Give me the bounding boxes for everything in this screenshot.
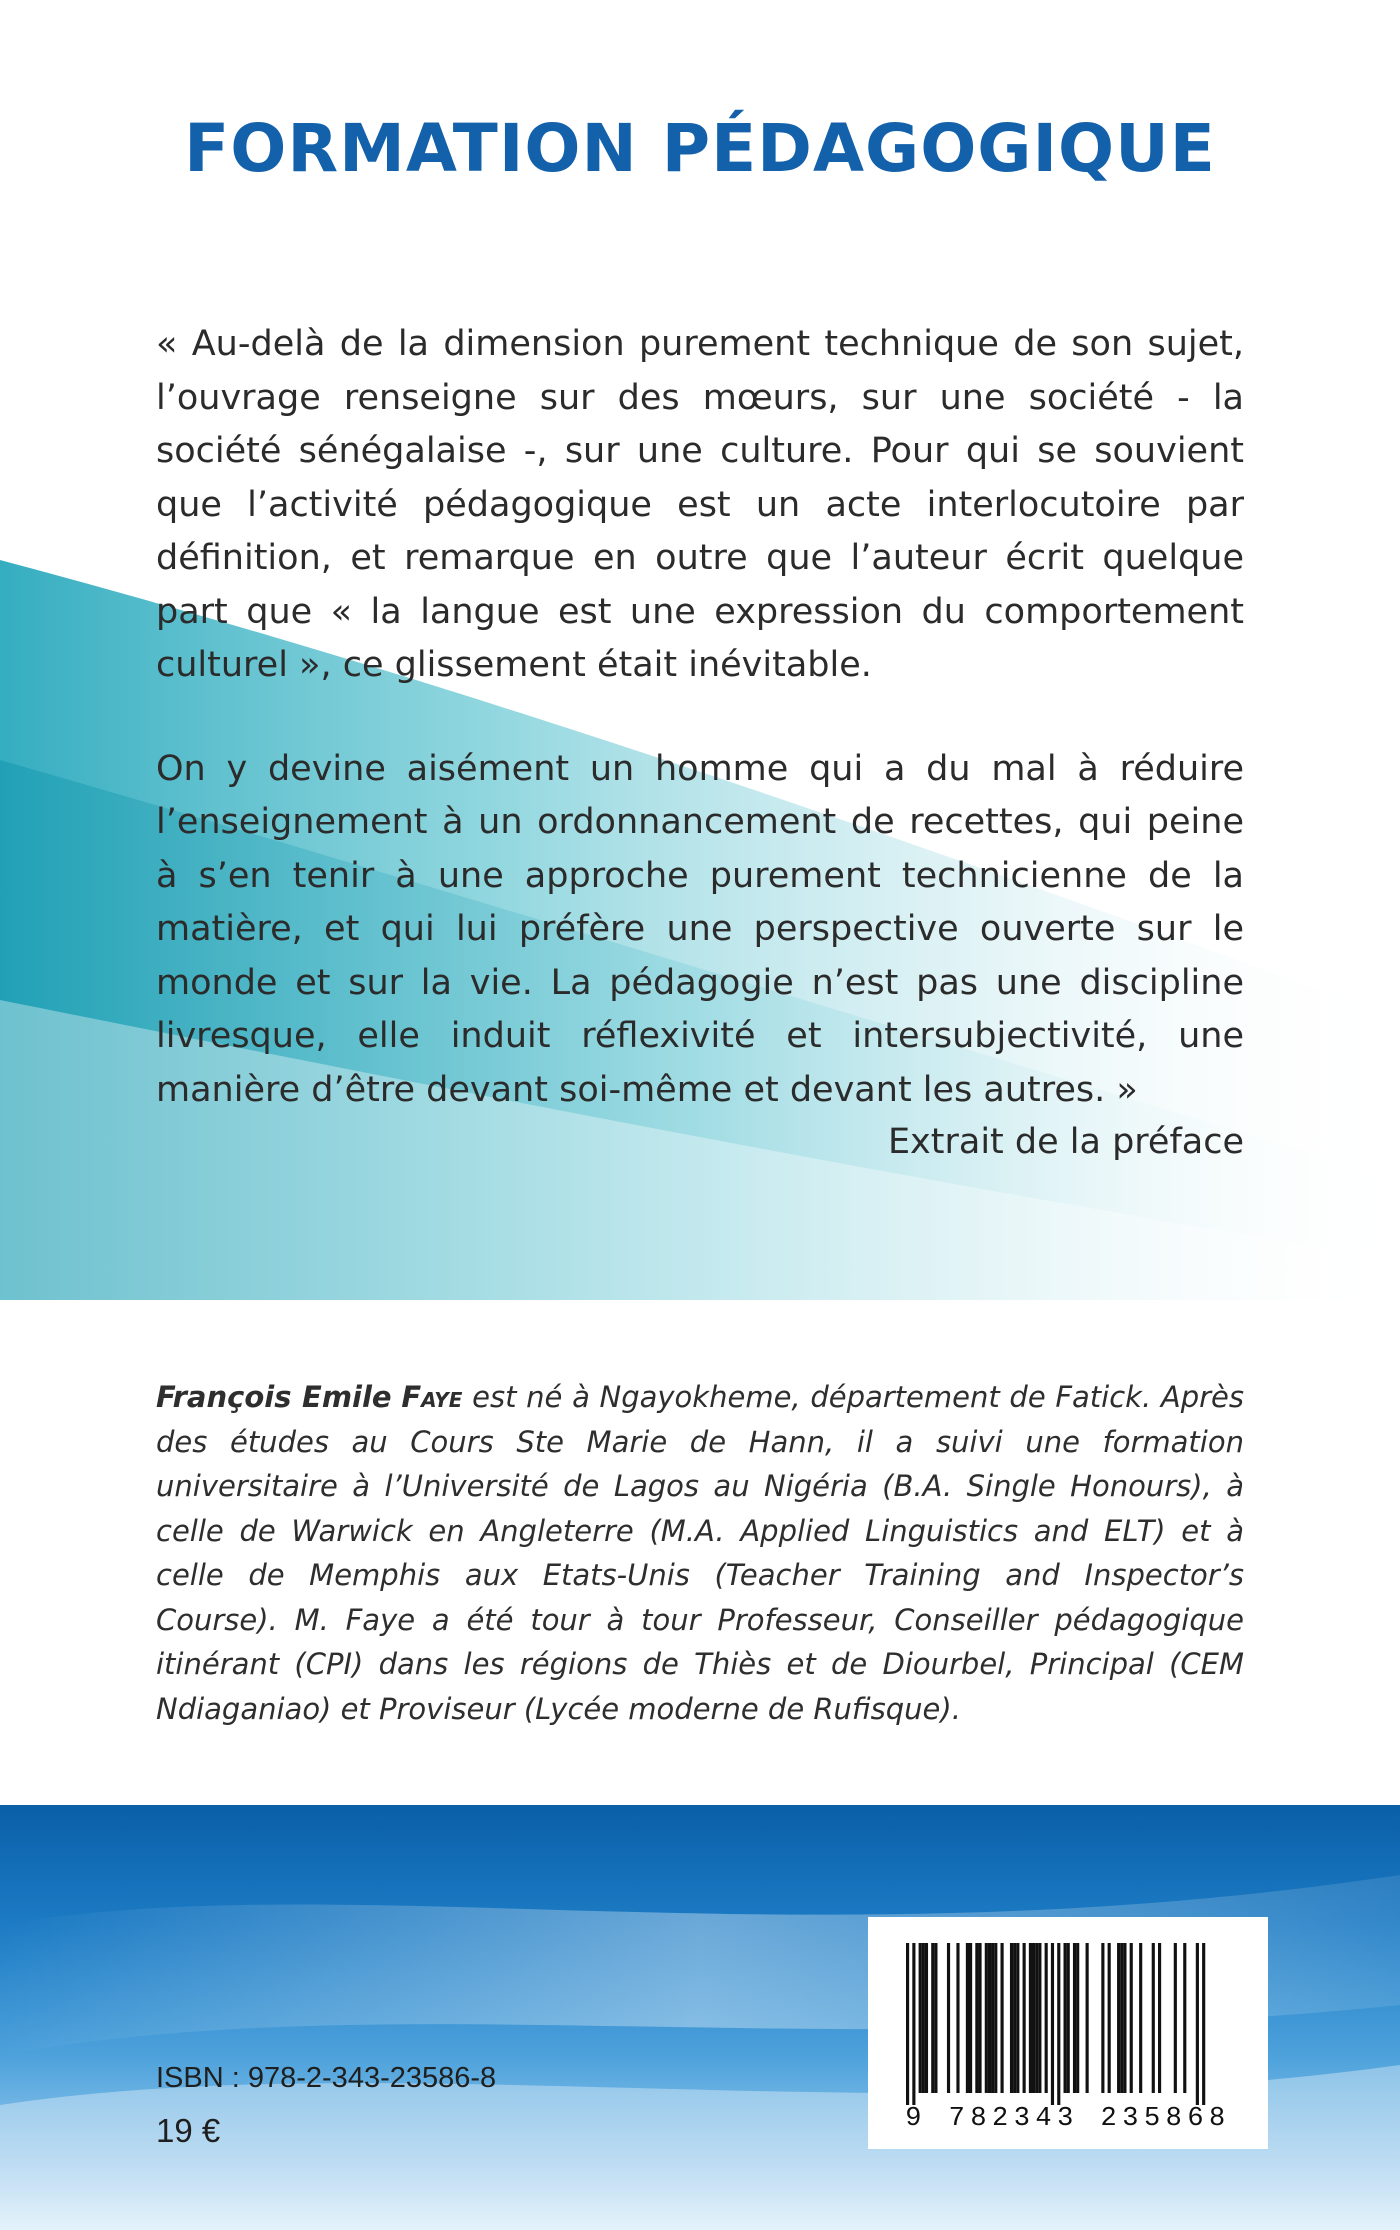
barcode-bar <box>1023 1943 1026 2093</box>
barcode-bar <box>1123 1943 1126 2093</box>
barcode-bar <box>1045 1943 1048 2093</box>
barcode-bar <box>1051 1943 1054 2105</box>
barcode-bar <box>1057 1943 1060 2105</box>
barcode-bar <box>1032 1943 1035 2093</box>
barcode-bar <box>1158 1943 1161 2093</box>
excerpt-paragraph-2: On y devine aisément un homme qui a du mal à réduire l’enseignement à un ordonnancement de recettes, qui peine à s’en tenir à une approche purement technicienne de la matière, et qui lui préfère une perspective ouverte sur le monde et sur la vie. La pédagogie n’est pas une discipline livresque, elle induit réflexivité et intersubjectivité, une manière d’être devant soi-même et devant les autres. » <box>156 748 1244 1110</box>
barcode-bar <box>978 1943 981 2093</box>
barcode-bar <box>912 1943 915 2105</box>
barcode-bar <box>1196 1943 1199 2105</box>
barcode-graphic <box>868 1917 1268 2149</box>
barcode-bar <box>1001 1943 1004 2093</box>
book-title: FORMATION PÉDAGOGIQUE <box>184 110 1216 187</box>
book-price: 19 € <box>156 2112 221 2149</box>
barcode-bars <box>906 1943 1205 2105</box>
barcode-bar <box>947 1943 950 2093</box>
barcode-bar <box>922 1943 925 2093</box>
barcode-bar <box>994 1943 997 2093</box>
barcode-bar <box>934 1943 937 2093</box>
isbn-number: ISBN : 978-2-343-23586-8 <box>156 2062 497 2094</box>
author-bio-text: est né à Ngayokheme, département de Fatick. Après des études au Cours Ste Marie de Hann, il a suivi une formation universitaire à l’Université de Lagos au Nigéria (B.A. Single Honours), à celle de Warwick en Angleterre (M.A. Applied Linguistics and ELT) et à celle de Memphis aux Etats-Unis (Teacher Training and Inspector’s Course). M. Faye a été tour à tour Professeur, Conseiller pédagogique itinérant (CPI) dans les régions de Thiès et de Diourbel, Principal (CEM Ndiaganiao) et Proviseur (Lycée moderne de Rufisque). <box>156 1380 1245 1726</box>
barcode-bar <box>1064 1943 1067 2093</box>
barcode-bar <box>985 1943 988 2093</box>
barcode-bar <box>1174 1943 1177 2093</box>
barcode-digits: 9 782343 235868 <box>905 2104 1231 2134</box>
barcode-bar <box>1108 1943 1111 2093</box>
barcode-bar <box>991 1943 994 2093</box>
barcode-bar <box>925 1943 928 2093</box>
excerpt-paragraph-1: « Au-delà de la dimension purement technique de son sujet, l’ouvrage renseigne sur des mœurs, sur une société - la société sénégalaise -, sur une culture. Pour qui se souvient que l’activité pédagogique est un acte interlocutoire par définition, et remarque en outre que l’auteur écrit quelque part que « la langue est une expression du comportement culturel », ce glissement était inévitable. <box>156 324 1244 685</box>
barcode-bar <box>956 1943 959 2093</box>
barcode-bar <box>931 1943 934 2093</box>
barcode-bar <box>1016 1943 1019 2093</box>
barcode-bar <box>919 1943 922 2093</box>
barcode-bar <box>1152 1943 1155 2093</box>
preface-excerpt <box>156 318 1244 1117</box>
barcode-bar <box>966 1943 969 2093</box>
barcode-bar <box>1076 1943 1079 2093</box>
excerpt-attribution: Extrait de la préface <box>887 1122 1244 1162</box>
author-surname: Faye <box>401 1380 463 1414</box>
barcode <box>868 1917 1268 2149</box>
barcode-bar <box>969 1943 972 2093</box>
barcode-bar <box>1183 1943 1186 2093</box>
barcode-bar <box>1073 1943 1076 2093</box>
barcode-bar <box>1130 1943 1133 2093</box>
barcode-bar <box>1139 1943 1142 2093</box>
barcode-bar <box>1035 1943 1038 2093</box>
author-first-name: François Emile <box>156 1380 392 1414</box>
barcode-bar <box>1038 1943 1041 2093</box>
barcode-bar <box>1120 1943 1123 2093</box>
barcode-bar <box>1086 1943 1089 2093</box>
barcode-bar <box>906 1943 909 2105</box>
barcode-bar <box>1029 1943 1032 2093</box>
barcode-bar <box>1101 1943 1104 2093</box>
author-biography <box>156 1375 1244 1731</box>
barcode-bar <box>1010 1943 1013 2093</box>
barcode-bar <box>1117 1943 1120 2093</box>
barcode-bar <box>975 1943 978 2093</box>
barcode-bar <box>1202 1943 1205 2105</box>
barcode-bar <box>1013 1943 1016 2093</box>
barcode-bar <box>988 1943 991 2093</box>
barcode-bar <box>1067 1943 1070 2093</box>
